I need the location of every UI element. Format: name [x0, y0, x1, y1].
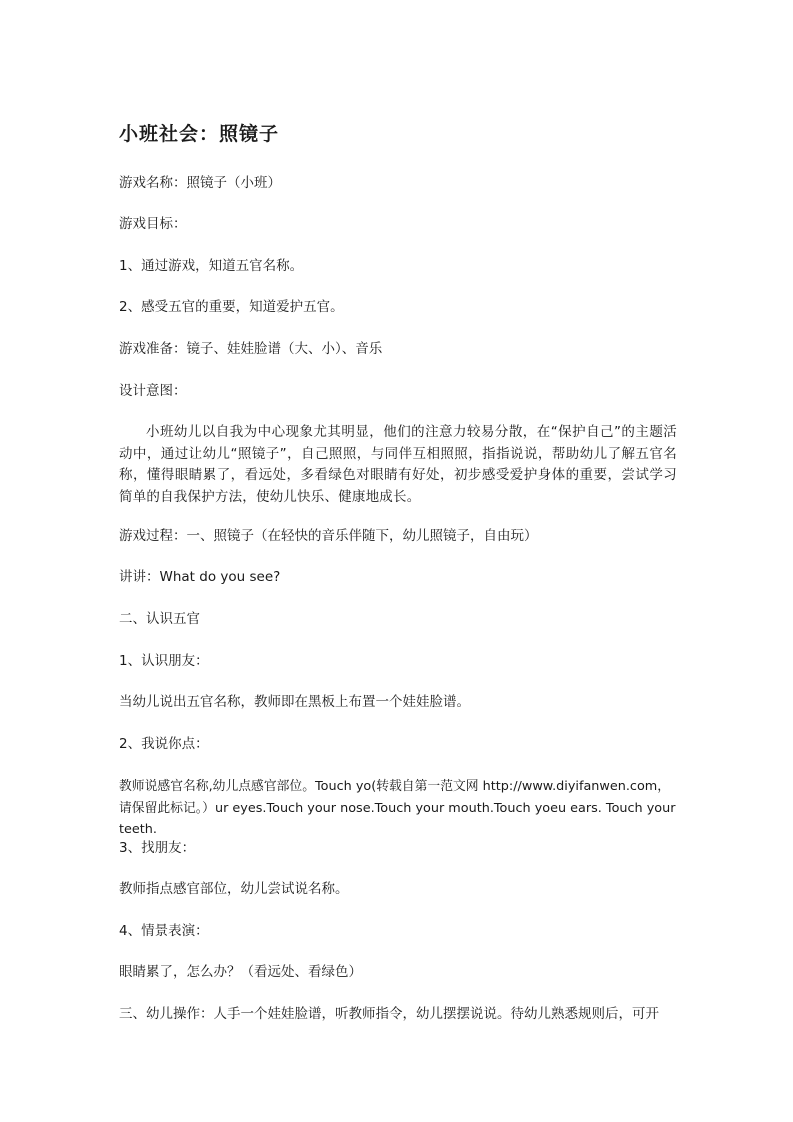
- step-3-heading: 3、找朋友：: [119, 840, 196, 856]
- talk-line: 讲讲：What do you see?: [119, 569, 281, 585]
- step-1-text: 当幼儿说出五官名称，教师即在黑板上布置一个娃娃脸谱。: [119, 694, 470, 710]
- step-4-text: 眼睛累了，怎么办？（看远处、看绿色）: [119, 964, 362, 980]
- step-4-heading: 4、情景表演：: [119, 923, 209, 939]
- design-intent-heading: 设计意图：: [119, 383, 187, 399]
- step-3-text: 教师指点感官部位，幼儿尝试说名称。: [119, 881, 349, 897]
- game-name-line: 游戏名称：照镜子（小班）: [119, 175, 281, 191]
- step-2-text: 教师说感官名称,幼儿点感官部位。Touch yo(转载自第一范文网 http://www.diyifanwen.com，请保留此标记。）ur eyes.Touch your nose.Touch your mouth.Touch yoeu ears. Touch your teeth.: [119, 779, 676, 837]
- section-3-line: 三、幼儿操作：人手一个娃娃脸谱，听教师指令，幼儿摆摆说说。待幼儿熟悉规则后，可开: [119, 1006, 659, 1022]
- game-process-line: 游戏过程：一、照镜子（在轻快的音乐伴随下，幼儿照镜子，自由玩）: [119, 528, 538, 544]
- game-preparation-line: 游戏准备：镜子、娃娃脸谱（大、小）、音乐: [119, 341, 383, 357]
- section-2-heading: 二、认识五官: [119, 611, 200, 627]
- design-intent-paragraph: 小班幼儿以自我为中心现象尤其明显，他们的注意力较易分散，在“保护自己”的主题活动中，通过让幼儿“照镜子”，自己照照，与同伴互相照照，指指说说，帮助幼儿了解五官名称，懂得眼睛累了，看远处，多看绿色对眼睛有好处，初步感受爱护身体的重要，尝试学习简单的自我保护方法，使幼儿快乐、健康地成长。: [119, 424, 677, 505]
- goal-item-2: 2、感受五官的重要，知道爱护五官。: [119, 299, 344, 315]
- step-1-heading: 1、认识朋友：: [119, 653, 209, 669]
- document-title: 小班社会：照镜子: [119, 123, 280, 145]
- goal-item-1: 1、通过游戏，知道五官名称。: [119, 258, 304, 274]
- step-2-heading: 2、我说你点：: [119, 736, 209, 752]
- game-goal-heading: 游戏目标：: [119, 216, 187, 232]
